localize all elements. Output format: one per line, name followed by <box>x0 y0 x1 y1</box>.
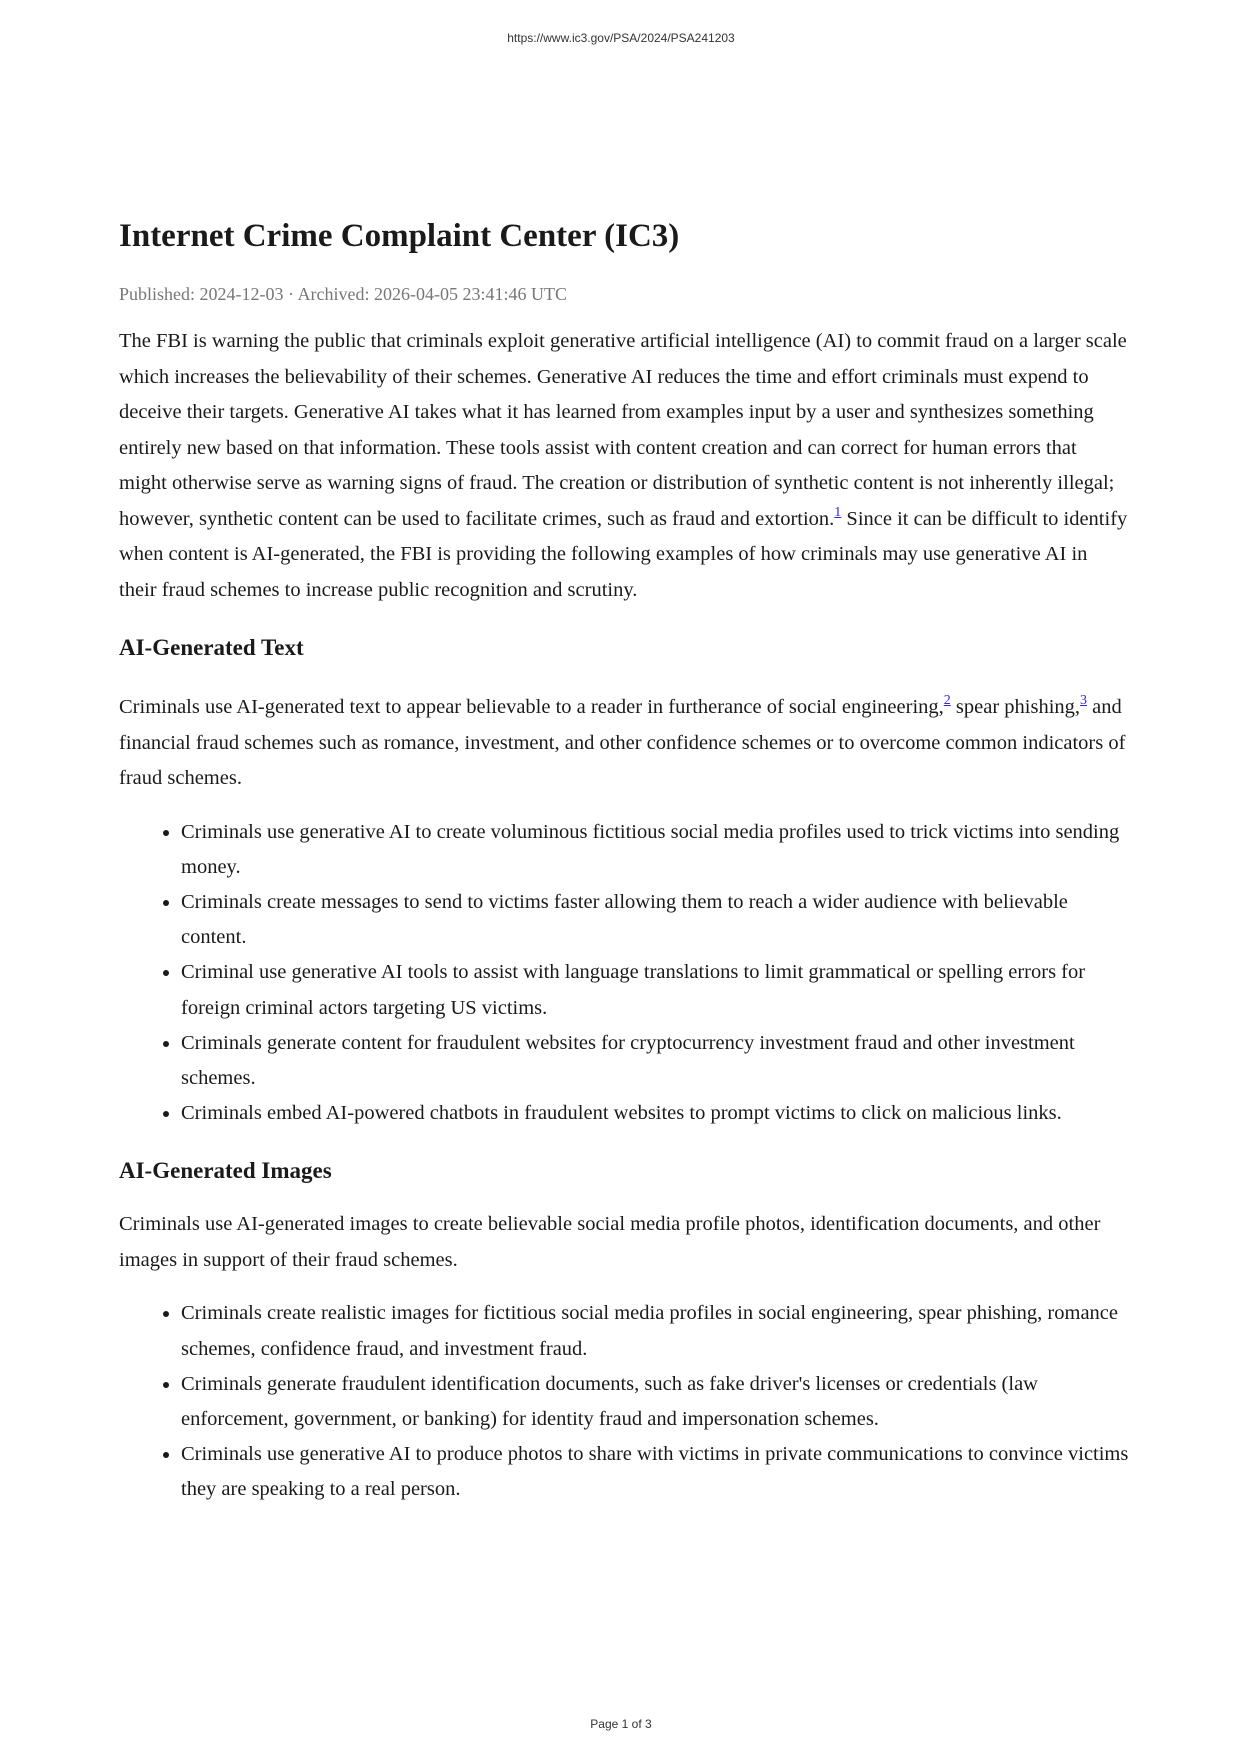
publish-meta: Published: 2024-12-03 · Archived: 2026-04-05 23:41:46 UTC <box>119 284 567 304</box>
footnote-link-3[interactable]: 3 <box>1080 693 1088 708</box>
list-item: • Criminals use generative AI to create voluminous fictitious social media profiles used to trick victims into sending money. <box>181 815 1129 885</box>
list-item: • Criminals generate content for fraudulent websites for cryptocurrency investment fraud and other investment schemes. <box>181 1026 1129 1096</box>
ai-text-bullet-list <box>119 815 1129 1132</box>
ai-text-part-3: and financial fraud schemes such as romance, investment, and other confidence schemes or to overcome common indicators of fraud schemes. <box>119 696 1126 789</box>
list-item: • Criminals use generative AI to produce photos to share with victims in private communications to convince victims they are speaking to a real person. <box>181 1437 1129 1507</box>
footnote-link-2[interactable]: 2 <box>943 693 951 708</box>
page-title: Internet Crime Complaint Center (IC3) <box>119 218 680 254</box>
intro-text-2: Since it can be difficult to identify when content is AI-generated, the FBI is providing the following examples of how criminals may use generative AI in their fraud schemes to increase public recognition and scrutiny. <box>119 507 1128 601</box>
ai-images-paragraph: Criminals use AI-generated images to create believable social media profile photos, identification documents, and other images in support of their fraud schemes. <box>119 1213 1101 1271</box>
intro-text-1: The FBI is warning the public that criminals exploit generative artificial intelligence (AI) to commit fraud on a larger scale which increases the believability of their schemes. Generative AI reduces the time and effort criminals must expend to deceive their targets. Generative AI takes what it has learned from examples input by a user and synthesizes something entirely new based on that information. These tools assist with content creation and can correct for human errors that might otherwise serve as warning signs of fraud. The creation or distribution of synthetic content is not inherently illegal; however, synthetic content can be used to facilitate crimes, such as fraud and extortion. <box>119 330 1127 530</box>
intro-paragraph <box>119 324 1129 608</box>
list-item: • Criminals create realistic images for fictitious social media profiles in social engineering, spear phishing, romance schemes, confidence fraud, and investment fraud. <box>181 1296 1129 1366</box>
section-heading-ai-images: AI-Generated Images <box>119 1158 332 1184</box>
section-heading-ai-text: AI-Generated Text <box>119 635 304 660</box>
ai-text-paragraph <box>119 690 1129 797</box>
list-item: • Criminals generate fraudulent identification documents, such as fake driver's licenses or credentials (law enforcement, government, or banking) for identity fraud and impersonation schemes. <box>181 1367 1129 1437</box>
footnote-link-1[interactable]: 1 <box>834 504 842 520</box>
page-url-header: https://www.ic3.gov/PSA/2024/PSA241203 <box>507 31 735 45</box>
list-item: • Criminals embed AI-powered chatbots in fraudulent websites to prompt victims to click on malicious links. <box>181 1096 1129 1131</box>
page-number-footer: Page 1 of 3 <box>590 1717 652 1731</box>
document-body <box>119 212 1129 1508</box>
ai-text-part-2: spear phishing, <box>950 696 1081 718</box>
ai-images-bullet-list <box>119 1296 1129 1507</box>
list-item: • Criminal use generative AI tools to assist with language translations to limit grammatical or spelling errors for foreign criminal actors targeting US victims. <box>181 955 1129 1025</box>
ai-text-part-1: Criminals use AI-generated text to appear believable to a reader in furtherance of social engineering, <box>119 696 944 718</box>
list-item: • Criminals create messages to send to victims faster allowing them to reach a wider audience with believable content. <box>181 885 1129 955</box>
